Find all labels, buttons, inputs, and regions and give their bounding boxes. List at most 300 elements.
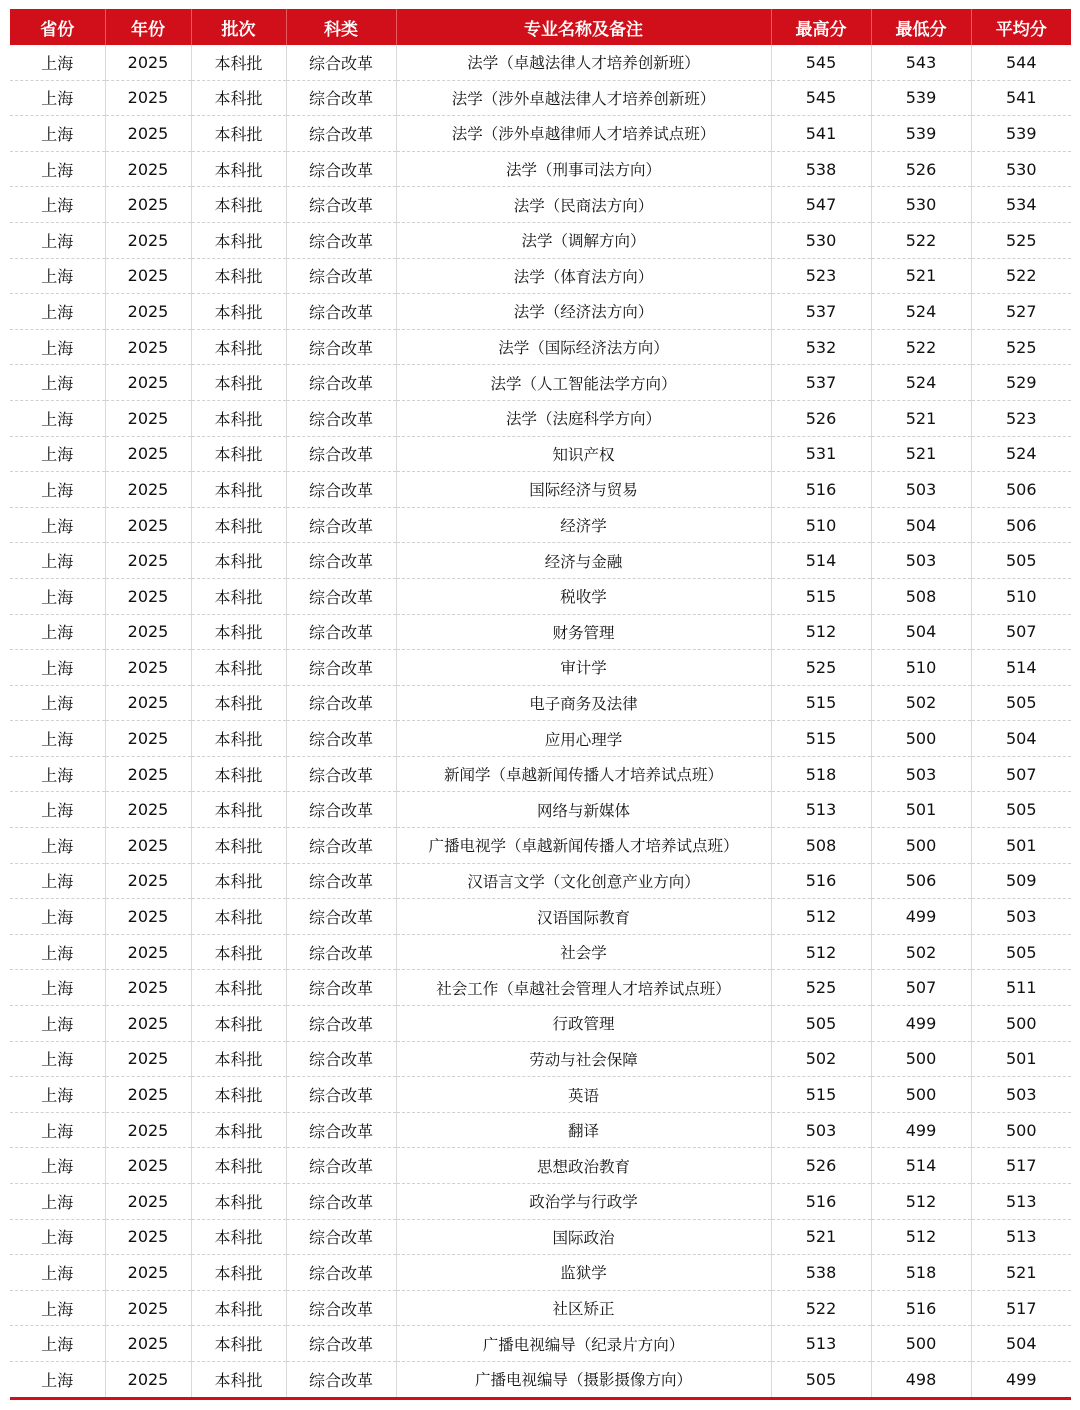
batch-cell: 本科批 bbox=[191, 1006, 286, 1042]
avg-score-cell: 517 bbox=[971, 1290, 1071, 1326]
table-row bbox=[10, 1006, 1071, 1042]
province-cell: 上海 bbox=[10, 294, 105, 330]
category-cell: 综合改革 bbox=[286, 934, 396, 970]
major-cell: 思想政治教育 bbox=[396, 1148, 771, 1184]
avg-score-cell: 525 bbox=[971, 329, 1071, 365]
major-cell: 英语 bbox=[396, 1077, 771, 1113]
category-cell: 综合改革 bbox=[286, 1361, 396, 1396]
max-score-cell: 516 bbox=[771, 1184, 871, 1220]
province-cell: 上海 bbox=[10, 436, 105, 472]
batch-cell: 本科批 bbox=[191, 222, 286, 258]
avg-score-cell: 524 bbox=[971, 436, 1071, 472]
min-score-cell: 526 bbox=[871, 151, 971, 187]
batch-cell: 本科批 bbox=[191, 45, 286, 80]
max-score-cell: 515 bbox=[771, 685, 871, 721]
avg-score-cell: 530 bbox=[971, 151, 1071, 187]
province-cell: 上海 bbox=[10, 472, 105, 508]
table-row bbox=[10, 792, 1071, 828]
category-cell: 综合改革 bbox=[286, 187, 396, 223]
table-row bbox=[10, 329, 1071, 365]
province-cell: 上海 bbox=[10, 1112, 105, 1148]
major-cell: 广播电视学（卓越新闻传播人才培养试点班） bbox=[396, 828, 771, 864]
province-cell: 上海 bbox=[10, 80, 105, 116]
year-cell: 2025 bbox=[105, 45, 191, 80]
min-score-cell: 500 bbox=[871, 828, 971, 864]
header-avg-score: 平均分 bbox=[971, 9, 1071, 45]
province-cell: 上海 bbox=[10, 1041, 105, 1077]
category-cell: 综合改革 bbox=[286, 365, 396, 401]
max-score-cell: 510 bbox=[771, 507, 871, 543]
header-batch: 批次 bbox=[191, 9, 286, 45]
province-cell: 上海 bbox=[10, 614, 105, 650]
batch-cell: 本科批 bbox=[191, 507, 286, 543]
header-max-score: 最高分 bbox=[771, 9, 871, 45]
major-cell: 经济与金融 bbox=[396, 543, 771, 579]
min-score-cell: 521 bbox=[871, 400, 971, 436]
category-cell: 综合改革 bbox=[286, 863, 396, 899]
major-cell: 法学（调解方向） bbox=[396, 222, 771, 258]
max-score-cell: 538 bbox=[771, 1255, 871, 1291]
min-score-cell: 500 bbox=[871, 1326, 971, 1362]
table-row bbox=[10, 614, 1071, 650]
table-row bbox=[10, 828, 1071, 864]
category-cell: 综合改革 bbox=[286, 507, 396, 543]
table-row bbox=[10, 543, 1071, 579]
category-cell: 综合改革 bbox=[286, 614, 396, 650]
min-score-cell: 503 bbox=[871, 756, 971, 792]
avg-score-cell: 507 bbox=[971, 614, 1071, 650]
table-row bbox=[10, 1361, 1071, 1396]
province-cell: 上海 bbox=[10, 970, 105, 1006]
major-cell: 行政管理 bbox=[396, 1006, 771, 1042]
batch-cell: 本科批 bbox=[191, 792, 286, 828]
major-cell: 法学（卓越法律人才培养创新班） bbox=[396, 45, 771, 80]
year-cell: 2025 bbox=[105, 792, 191, 828]
avg-score-cell: 525 bbox=[971, 222, 1071, 258]
max-score-cell: 525 bbox=[771, 970, 871, 1006]
avg-score-cell: 500 bbox=[971, 1112, 1071, 1148]
table-row bbox=[10, 507, 1071, 543]
province-cell: 上海 bbox=[10, 400, 105, 436]
table-body bbox=[10, 45, 1071, 1397]
batch-cell: 本科批 bbox=[191, 1219, 286, 1255]
avg-score-cell: 505 bbox=[971, 934, 1071, 970]
year-cell: 2025 bbox=[105, 1006, 191, 1042]
major-cell: 应用心理学 bbox=[396, 721, 771, 757]
batch-cell: 本科批 bbox=[191, 1290, 286, 1326]
max-score-cell: 516 bbox=[771, 863, 871, 899]
batch-cell: 本科批 bbox=[191, 1184, 286, 1220]
province-cell: 上海 bbox=[10, 1290, 105, 1326]
province-cell: 上海 bbox=[10, 151, 105, 187]
province-cell: 上海 bbox=[10, 1077, 105, 1113]
year-cell: 2025 bbox=[105, 756, 191, 792]
major-cell: 税收学 bbox=[396, 578, 771, 614]
year-cell: 2025 bbox=[105, 1184, 191, 1220]
major-cell: 政治学与行政学 bbox=[396, 1184, 771, 1220]
category-cell: 综合改革 bbox=[286, 294, 396, 330]
major-cell: 法学（涉外卓越法律人才培养创新班） bbox=[396, 80, 771, 116]
table-row bbox=[10, 400, 1071, 436]
avg-score-cell: 517 bbox=[971, 1148, 1071, 1184]
max-score-cell: 513 bbox=[771, 792, 871, 828]
batch-cell: 本科批 bbox=[191, 543, 286, 579]
table-row bbox=[10, 1326, 1071, 1362]
max-score-cell: 503 bbox=[771, 1112, 871, 1148]
table-row bbox=[10, 151, 1071, 187]
max-score-cell: 502 bbox=[771, 1041, 871, 1077]
year-cell: 2025 bbox=[105, 614, 191, 650]
min-score-cell: 508 bbox=[871, 578, 971, 614]
major-cell: 社会工作（卓越社会管理人才培养试点班） bbox=[396, 970, 771, 1006]
admission-scores-table bbox=[10, 9, 1071, 1397]
min-score-cell: 512 bbox=[871, 1184, 971, 1220]
avg-score-cell: 541 bbox=[971, 80, 1071, 116]
table-row bbox=[10, 934, 1071, 970]
province-cell: 上海 bbox=[10, 329, 105, 365]
batch-cell: 本科批 bbox=[191, 329, 286, 365]
min-score-cell: 499 bbox=[871, 1006, 971, 1042]
table-row bbox=[10, 899, 1071, 935]
category-cell: 综合改革 bbox=[286, 792, 396, 828]
major-cell: 法学（国际经济法方向） bbox=[396, 329, 771, 365]
max-score-cell: 513 bbox=[771, 1326, 871, 1362]
table-row bbox=[10, 472, 1071, 508]
year-cell: 2025 bbox=[105, 1112, 191, 1148]
province-cell: 上海 bbox=[10, 1148, 105, 1184]
avg-score-cell: 539 bbox=[971, 116, 1071, 152]
min-score-cell: 539 bbox=[871, 116, 971, 152]
batch-cell: 本科批 bbox=[191, 1361, 286, 1396]
major-cell: 网络与新媒体 bbox=[396, 792, 771, 828]
min-score-cell: 510 bbox=[871, 650, 971, 686]
min-score-cell: 521 bbox=[871, 258, 971, 294]
max-score-cell: 523 bbox=[771, 258, 871, 294]
table-row bbox=[10, 1290, 1071, 1326]
province-cell: 上海 bbox=[10, 507, 105, 543]
major-cell: 法学（经济法方向） bbox=[396, 294, 771, 330]
max-score-cell: 512 bbox=[771, 614, 871, 650]
table-row bbox=[10, 756, 1071, 792]
max-score-cell: 515 bbox=[771, 1077, 871, 1113]
year-cell: 2025 bbox=[105, 721, 191, 757]
year-cell: 2025 bbox=[105, 1041, 191, 1077]
min-score-cell: 522 bbox=[871, 329, 971, 365]
table-row bbox=[10, 116, 1071, 152]
category-cell: 综合改革 bbox=[286, 721, 396, 757]
max-score-cell: 516 bbox=[771, 472, 871, 508]
category-cell: 综合改革 bbox=[286, 45, 396, 80]
category-cell: 综合改革 bbox=[286, 578, 396, 614]
table-row bbox=[10, 436, 1071, 472]
table-row bbox=[10, 1184, 1071, 1220]
min-score-cell: 504 bbox=[871, 614, 971, 650]
min-score-cell: 524 bbox=[871, 294, 971, 330]
max-score-cell: 531 bbox=[771, 436, 871, 472]
year-cell: 2025 bbox=[105, 1326, 191, 1362]
year-cell: 2025 bbox=[105, 258, 191, 294]
category-cell: 综合改革 bbox=[286, 543, 396, 579]
batch-cell: 本科批 bbox=[191, 151, 286, 187]
batch-cell: 本科批 bbox=[191, 685, 286, 721]
major-cell: 翻译 bbox=[396, 1112, 771, 1148]
max-score-cell: 547 bbox=[771, 187, 871, 223]
max-score-cell: 514 bbox=[771, 543, 871, 579]
avg-score-cell: 503 bbox=[971, 899, 1071, 935]
year-cell: 2025 bbox=[105, 400, 191, 436]
category-cell: 综合改革 bbox=[286, 116, 396, 152]
category-cell: 综合改革 bbox=[286, 1219, 396, 1255]
max-score-cell: 545 bbox=[771, 45, 871, 80]
min-score-cell: 543 bbox=[871, 45, 971, 80]
min-score-cell: 501 bbox=[871, 792, 971, 828]
major-cell: 监狱学 bbox=[396, 1255, 771, 1291]
batch-cell: 本科批 bbox=[191, 1112, 286, 1148]
avg-score-cell: 513 bbox=[971, 1219, 1071, 1255]
avg-score-cell: 522 bbox=[971, 258, 1071, 294]
min-score-cell: 498 bbox=[871, 1361, 971, 1396]
max-score-cell: 532 bbox=[771, 329, 871, 365]
min-score-cell: 516 bbox=[871, 1290, 971, 1326]
max-score-cell: 512 bbox=[771, 899, 871, 935]
avg-score-cell: 509 bbox=[971, 863, 1071, 899]
table-row bbox=[10, 685, 1071, 721]
major-cell: 法学（法庭科学方向） bbox=[396, 400, 771, 436]
table-row bbox=[10, 863, 1071, 899]
major-cell: 电子商务及法律 bbox=[396, 685, 771, 721]
avg-score-cell: 529 bbox=[971, 365, 1071, 401]
table-row bbox=[10, 1077, 1071, 1113]
batch-cell: 本科批 bbox=[191, 756, 286, 792]
avg-score-cell: 523 bbox=[971, 400, 1071, 436]
major-cell: 汉语国际教育 bbox=[396, 899, 771, 935]
batch-cell: 本科批 bbox=[191, 970, 286, 1006]
major-cell: 社区矫正 bbox=[396, 1290, 771, 1326]
category-cell: 综合改革 bbox=[286, 1290, 396, 1326]
province-cell: 上海 bbox=[10, 828, 105, 864]
province-cell: 上海 bbox=[10, 792, 105, 828]
min-score-cell: 499 bbox=[871, 1112, 971, 1148]
table-row bbox=[10, 650, 1071, 686]
table-row bbox=[10, 721, 1071, 757]
avg-score-cell: 506 bbox=[971, 472, 1071, 508]
min-score-cell: 503 bbox=[871, 543, 971, 579]
batch-cell: 本科批 bbox=[191, 187, 286, 223]
avg-score-cell: 504 bbox=[971, 721, 1071, 757]
year-cell: 2025 bbox=[105, 543, 191, 579]
major-cell: 国际经济与贸易 bbox=[396, 472, 771, 508]
avg-score-cell: 511 bbox=[971, 970, 1071, 1006]
year-cell: 2025 bbox=[105, 828, 191, 864]
category-cell: 综合改革 bbox=[286, 258, 396, 294]
province-cell: 上海 bbox=[10, 863, 105, 899]
batch-cell: 本科批 bbox=[191, 1041, 286, 1077]
major-cell: 法学（体育法方向） bbox=[396, 258, 771, 294]
batch-cell: 本科批 bbox=[191, 400, 286, 436]
batch-cell: 本科批 bbox=[191, 436, 286, 472]
major-cell: 国际政治 bbox=[396, 1219, 771, 1255]
max-score-cell: 537 bbox=[771, 294, 871, 330]
max-score-cell: 522 bbox=[771, 1290, 871, 1326]
min-score-cell: 512 bbox=[871, 1219, 971, 1255]
max-score-cell: 525 bbox=[771, 650, 871, 686]
table-row bbox=[10, 187, 1071, 223]
table-row bbox=[10, 365, 1071, 401]
max-score-cell: 526 bbox=[771, 1148, 871, 1184]
province-cell: 上海 bbox=[10, 934, 105, 970]
header-major: 专业名称及备注 bbox=[396, 9, 771, 45]
year-cell: 2025 bbox=[105, 650, 191, 686]
avg-score-cell: 544 bbox=[971, 45, 1071, 80]
province-cell: 上海 bbox=[10, 1006, 105, 1042]
min-score-cell: 500 bbox=[871, 1077, 971, 1113]
max-score-cell: 537 bbox=[771, 365, 871, 401]
table-row bbox=[10, 1112, 1071, 1148]
avg-score-cell: 507 bbox=[971, 756, 1071, 792]
category-cell: 综合改革 bbox=[286, 1006, 396, 1042]
year-cell: 2025 bbox=[105, 294, 191, 330]
min-score-cell: 507 bbox=[871, 970, 971, 1006]
min-score-cell: 506 bbox=[871, 863, 971, 899]
year-cell: 2025 bbox=[105, 1361, 191, 1396]
max-score-cell: 518 bbox=[771, 756, 871, 792]
avg-score-cell: 500 bbox=[971, 1006, 1071, 1042]
max-score-cell: 505 bbox=[771, 1006, 871, 1042]
batch-cell: 本科批 bbox=[191, 650, 286, 686]
category-cell: 综合改革 bbox=[286, 1255, 396, 1291]
table-row bbox=[10, 294, 1071, 330]
category-cell: 综合改革 bbox=[286, 1326, 396, 1362]
year-cell: 2025 bbox=[105, 1255, 191, 1291]
category-cell: 综合改革 bbox=[286, 80, 396, 116]
batch-cell: 本科批 bbox=[191, 472, 286, 508]
province-cell: 上海 bbox=[41, 1370, 74, 1390]
major-cell: 法学（涉外卓越律师人才培养试点班） bbox=[396, 116, 771, 152]
category-cell: 综合改革 bbox=[286, 151, 396, 187]
max-score-cell: 541 bbox=[771, 116, 871, 152]
max-score-cell: 508 bbox=[771, 828, 871, 864]
province-cell: 上海 bbox=[10, 365, 105, 401]
major-cell: 法学（刑事司法方向） bbox=[396, 151, 771, 187]
batch-cell: 本科批 bbox=[191, 934, 286, 970]
batch-cell: 本科批 bbox=[191, 721, 286, 757]
category-cell: 综合改革 bbox=[286, 222, 396, 258]
major-cell: 新闻学（卓越新闻传播人才培养试点班） bbox=[396, 756, 771, 792]
batch-cell: 本科批 bbox=[191, 1077, 286, 1113]
category-cell: 综合改革 bbox=[286, 1148, 396, 1184]
year-cell: 2025 bbox=[105, 116, 191, 152]
category-cell: 综合改革 bbox=[286, 970, 396, 1006]
year-cell: 2025 bbox=[105, 934, 191, 970]
batch-cell: 本科批 bbox=[191, 578, 286, 614]
major-cell: 劳动与社会保障 bbox=[396, 1041, 771, 1077]
category-cell: 综合改革 bbox=[286, 472, 396, 508]
min-score-cell: 504 bbox=[871, 507, 971, 543]
avg-score-cell: 514 bbox=[971, 650, 1071, 686]
province-cell: 上海 bbox=[10, 1326, 105, 1362]
header-min-score: 最低分 bbox=[871, 9, 971, 45]
category-cell: 综合改革 bbox=[286, 1112, 396, 1148]
batch-cell: 本科批 bbox=[191, 294, 286, 330]
min-score-cell: 524 bbox=[871, 365, 971, 401]
table-row bbox=[10, 258, 1071, 294]
table-row bbox=[10, 970, 1071, 1006]
category-cell: 综合改革 bbox=[286, 899, 396, 935]
category-cell: 综合改革 bbox=[286, 828, 396, 864]
max-score-cell: 538 bbox=[771, 151, 871, 187]
max-score-cell: 512 bbox=[771, 934, 871, 970]
year-cell: 2025 bbox=[105, 80, 191, 116]
table-row bbox=[10, 1255, 1071, 1291]
major-cell: 社会学 bbox=[396, 934, 771, 970]
province-cell: 上海 bbox=[10, 222, 105, 258]
max-score-cell: 526 bbox=[771, 400, 871, 436]
category-cell: 综合改革 bbox=[286, 400, 396, 436]
max-score-cell: 530 bbox=[771, 222, 871, 258]
table-row bbox=[10, 1148, 1071, 1184]
province-cell: 上海 bbox=[10, 45, 105, 80]
min-score-cell: 500 bbox=[871, 1041, 971, 1077]
year-cell: 2025 bbox=[105, 365, 191, 401]
year-cell: 2025 bbox=[105, 222, 191, 258]
major-cell: 广播电视编导（摄影摄像方向） bbox=[396, 1361, 771, 1396]
min-score-cell: 514 bbox=[871, 1148, 971, 1184]
batch-cell: 本科批 bbox=[191, 899, 286, 935]
batch-cell: 本科批 bbox=[191, 1148, 286, 1184]
batch-cell: 本科批 bbox=[191, 116, 286, 152]
province-cell: 上海 bbox=[10, 1184, 105, 1220]
min-score-cell: 522 bbox=[871, 222, 971, 258]
table-row bbox=[10, 578, 1071, 614]
avg-score-cell: 506 bbox=[971, 507, 1071, 543]
avg-score-cell: 521 bbox=[971, 1255, 1071, 1291]
batch-cell: 本科批 bbox=[191, 258, 286, 294]
bottom-rule bbox=[10, 1397, 1071, 1400]
province-cell: 上海 bbox=[10, 258, 105, 294]
avg-score-cell: 510 bbox=[971, 578, 1071, 614]
batch-cell: 本科批 bbox=[191, 1326, 286, 1362]
major-cell: 财务管理 bbox=[396, 614, 771, 650]
min-score-cell: 518 bbox=[871, 1255, 971, 1291]
year-cell: 2025 bbox=[105, 472, 191, 508]
min-score-cell: 503 bbox=[871, 472, 971, 508]
max-score-cell: 545 bbox=[771, 80, 871, 116]
year-cell: 2025 bbox=[105, 863, 191, 899]
avg-score-cell: 527 bbox=[971, 294, 1071, 330]
table-row bbox=[10, 1041, 1071, 1077]
year-cell: 2025 bbox=[105, 970, 191, 1006]
max-score-cell: 515 bbox=[771, 721, 871, 757]
batch-cell: 本科批 bbox=[191, 614, 286, 650]
avg-score-cell: 499 bbox=[971, 1361, 1071, 1396]
province-cell: 上海 bbox=[10, 721, 105, 757]
category-cell: 综合改革 bbox=[286, 1041, 396, 1077]
table-row bbox=[10, 80, 1071, 116]
header-province: 省份 bbox=[10, 9, 105, 45]
table-row bbox=[10, 45, 1071, 80]
min-score-cell: 500 bbox=[871, 721, 971, 757]
max-score-cell: 521 bbox=[771, 1219, 871, 1255]
province-cell: 上海 bbox=[10, 578, 105, 614]
year-cell: 2025 bbox=[105, 151, 191, 187]
year-cell: 2025 bbox=[105, 685, 191, 721]
province-cell: 上海 bbox=[10, 899, 105, 935]
min-score-cell: 502 bbox=[871, 685, 971, 721]
min-score-cell: 502 bbox=[871, 934, 971, 970]
year-cell: 2025 bbox=[105, 329, 191, 365]
province-cell: 上海 bbox=[10, 1255, 105, 1291]
year-cell: 2025 bbox=[105, 1148, 191, 1184]
